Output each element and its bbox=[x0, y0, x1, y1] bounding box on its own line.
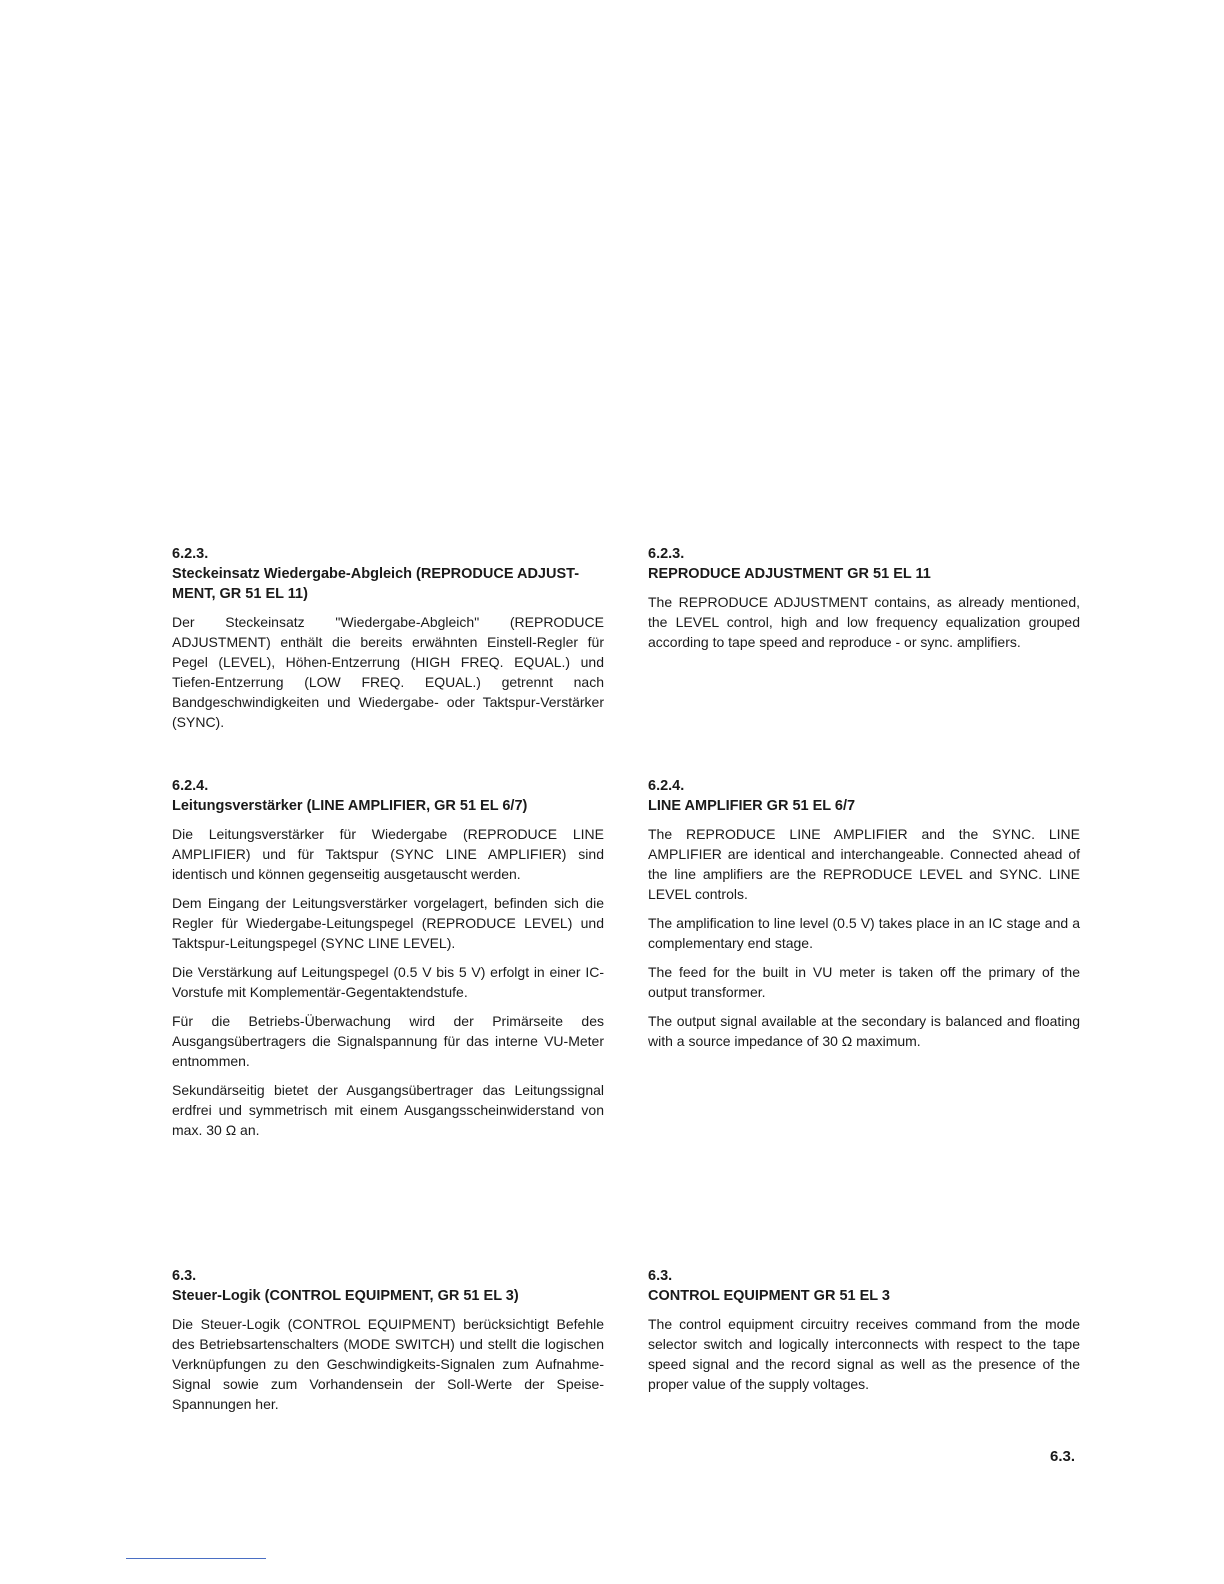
section-title: Steuer-Logik (CONTROL EQUIPMENT, GR 51 EL 3) bbox=[172, 1288, 519, 1304]
paragraph: The REPRODUCE LINE AMPLIFIER and the SYNC. LINE AMPLIFIER are identical and interchangeable. Connected ahead of the line amplifiers are the REPRODUCE LEVEL and SYNC. LINE LEVEL controls. bbox=[648, 826, 1080, 902]
section-6-3-en bbox=[648, 1266, 1080, 1403]
paragraph: The control equipment circuitry receives command from the mode selector switch and logically interconnects with respect to the tape speed signal and the record signal as well as the presence of the proper value of the supply voltages. bbox=[648, 1316, 1080, 1392]
paragraph: The feed for the built in VU meter is taken off the primary of the output transformer. bbox=[648, 964, 1080, 1000]
paragraph: Die Verstärkung auf Leitungspegel (0.5 V bis 5 V) erfolgt in einer IC-Vorstufe mit Komplementär-Gegentaktendstufe. bbox=[172, 964, 604, 1000]
section-title: CONTROL EQUIPMENT GR 51 EL 3 bbox=[648, 1288, 890, 1304]
footnote-rule bbox=[126, 1558, 266, 1559]
paragraph: The output signal available at the secondary is balanced and floating with a source impedance of 30 Ω maximum. bbox=[648, 1013, 1080, 1049]
page-number: 6.3. bbox=[1050, 1448, 1076, 1465]
section-title: LINE AMPLIFIER GR 51 EL 6/7 bbox=[648, 798, 856, 814]
section-6-2-3-en bbox=[648, 544, 1080, 661]
section-number: 6.2.4. bbox=[648, 778, 685, 794]
paragraph: The amplification to line level (0.5 V) takes place in an IC stage and a complementary end stage. bbox=[648, 915, 1080, 951]
section-title: REPRODUCE ADJUSTMENT GR 51 EL 11 bbox=[648, 566, 931, 582]
paragraph: The REPRODUCE ADJUSTMENT contains, as already mentioned, the LEVEL control, high and low frequency equalization grouped according to tape speed and reproduce - or sync. amplifiers. bbox=[648, 594, 1080, 650]
paragraph: Der Steckeinsatz "Wiedergabe-Abgleich" (REPRODUCE ADJUSTMENT) enthält die bereits erwähnten Einstell-Regler für Pegel (LEVEL), Höhen-Entzerrung (HIGH FREQ. EQUAL.) und Tiefen-Entzerrung (LOW FREQ. EQUAL.) getrennt nach Bandgeschwindigkeiten und Wiedergabe- oder Taktspur-Verstärker (SYNC). bbox=[172, 614, 604, 730]
section-6-2-4-en bbox=[648, 776, 1080, 1060]
section-number: 6.2.3. bbox=[172, 546, 209, 562]
section-6-2-3-de bbox=[172, 544, 604, 741]
section-number: 6.2.4. bbox=[172, 778, 209, 794]
section-number: 6.2.3. bbox=[648, 546, 685, 562]
section-title: Leitungsverstärker (LINE AMPLIFIER, GR 51 EL 6/7) bbox=[172, 798, 528, 814]
paragraph: Für die Betriebs-Überwachung wird der Primärseite des Ausgangsübertragers die Signalspannung für das interne VU-Meter entnommen. bbox=[172, 1013, 604, 1069]
section-title: Steckeinsatz Wiedergabe-Abgleich (REPRODUCE ADJUST-MENT, GR 51 EL 11) bbox=[172, 566, 580, 602]
paragraph: Die Leitungsverstärker für Wiedergabe (REPRODUCE LINE AMPLIFIER) und für Taktspur (SYNC LINE AMPLIFIER) sind identisch und können gegenseitig ausgetauscht werden. bbox=[172, 826, 604, 882]
section-number: 6.3. bbox=[172, 1268, 197, 1284]
section-6-3-de bbox=[172, 1266, 604, 1423]
section-6-2-4-de bbox=[172, 776, 604, 1149]
paragraph: Sekundärseitig bietet der Ausgangsübertrager das Leitungssignal erdfrei und symmetrisch mit einem Ausgangsscheinwiderstand von max. 30 Ω an. bbox=[172, 1082, 604, 1138]
paragraph: Die Steuer-Logik (CONTROL EQUIPMENT) berücksichtigt Befehle des Betriebsartenschalters (MODE SWITCH) und stellt die logischen Verknüpfungen zu den Geschwindigkeits-Signalen zum Aufnahme-Signal sowie zum Vorhandensein der Soll-Werte der Speise-Spannungen her. bbox=[172, 1316, 604, 1412]
paragraph: Dem Eingang der Leitungsverstärker vorgelagert, befinden sich die Regler für Wiedergabe-Leitungspegel (REPRODUCE LEVEL) und Taktspur-Leitungspegel (SYNC LINE LEVEL). bbox=[172, 895, 604, 951]
section-number: 6.3. bbox=[648, 1268, 673, 1284]
